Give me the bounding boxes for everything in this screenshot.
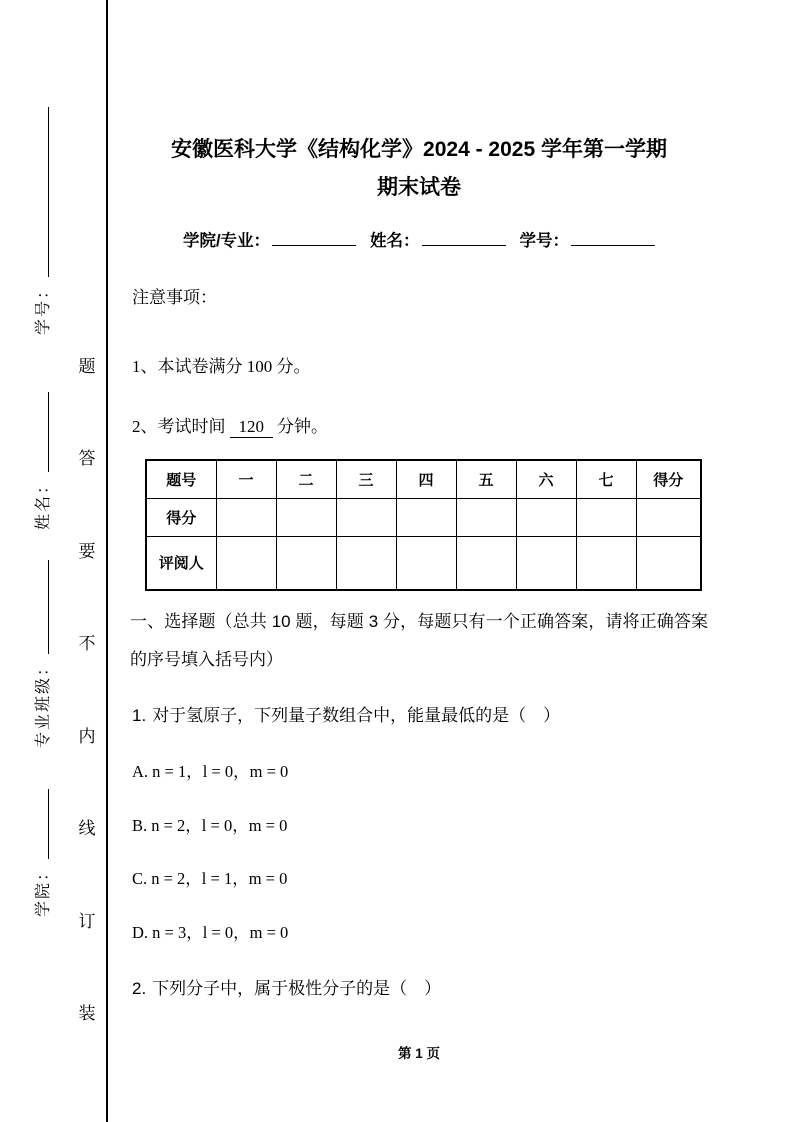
name-label: 姓名： [35,475,52,530]
exam-title-line1: 安徽医科大学《结构化学》2024 - 2025 学年第一学期 [171,138,667,161]
exam-title-line2: 期末试卷 [377,176,461,199]
score-cell [216,498,276,536]
score-cell [516,498,576,536]
score-row [146,498,701,536]
margin-field-major-class [31,558,53,748]
score-row-label: 得分 [146,498,216,536]
binding-char: 不 [78,634,96,654]
binding-char: 要 [78,541,96,561]
college-blank [39,789,49,859]
col-header-4: 四 [396,460,456,498]
name-field-label: 姓名： [370,232,420,250]
margin-field-student-id [31,105,53,335]
question-1-option-b: B. n = 2，l = 0，m = 0 [132,816,288,835]
id-field-label: 学号： [519,232,570,250]
notice-item-2-prefix: 2、考试时间 [132,417,226,436]
reviewer-cell [516,536,576,590]
college-label: 学院： [35,862,52,917]
notice-heading: 注意事项： [132,288,217,307]
col-header-score: 得分 [636,460,701,498]
col-header-2: 二 [276,460,336,498]
reviewer-cell [336,536,396,590]
binding-char: 答 [78,449,96,469]
id-field-blank [571,230,655,246]
margin-field-college [31,787,53,917]
dept-label: 学院/专业： [182,232,271,250]
question-2-number: 2. [132,979,147,998]
score-cell [336,498,396,536]
notice-item-2 [132,412,328,438]
reviewer-cell [576,536,636,590]
binding-divider-line [106,0,108,1122]
reviewer-row-label: 评阅人 [146,536,216,590]
col-header-question-no: 题号 [146,460,216,498]
col-header-5: 五 [456,460,516,498]
score-cell [576,498,636,536]
score-table-header-row [146,460,701,498]
question-2-text: 下列分子中，属于极性分子的是（ ） [152,979,442,998]
exam-duration-value: 120 [230,417,274,438]
exam-content [130,0,708,1122]
col-header-6: 六 [516,460,576,498]
reviewer-cell [636,536,701,590]
notice-item-2-suffix: 分钟。 [277,417,328,436]
binding-char: 订 [78,911,96,931]
question-1-text: 对于氢原子，下列量子数组合中，能量最低的是（ ） [152,706,561,725]
reviewer-cell [396,536,456,590]
col-header-1: 一 [216,460,276,498]
score-cell [636,498,701,536]
name-field-blank [422,230,506,246]
score-cell [456,498,516,536]
student-id-label: 学号： [35,280,52,335]
score-cell [396,498,456,536]
question-2 [132,974,441,999]
dept-blank [272,230,356,246]
score-cell [276,498,336,536]
name-blank [39,392,49,472]
score-table [145,459,702,591]
binding-char: 内 [78,726,96,746]
question-1-option-c: C. n = 2，l = 1，m = 0 [132,869,288,888]
notice-item-1: 1、本试卷满分 100 分。 [132,357,311,376]
student-info-line [130,227,708,251]
col-header-3: 三 [336,460,396,498]
question-1-option-a: A. n = 1，l = 0，m = 0 [132,762,289,781]
reviewer-cell [456,536,516,590]
question-1 [132,701,560,726]
margin-field-name [31,390,53,530]
page-number: 第 1 页 [397,1046,440,1061]
reviewer-cell [216,536,276,590]
binding-char: 装 [78,1003,96,1023]
reviewer-row [146,536,701,590]
major-class-blank [39,560,49,654]
binding-char: 线 [78,819,96,839]
major-class-label: 专业班级： [35,657,52,748]
question-1-number: 1. [132,706,147,725]
section1-heading: 一、选择题（总共 10 题，每题 3 分，每题只有一个正确答案，请将正确答案的序号填入括号内） [130,612,708,669]
student-id-blank [39,107,49,277]
question-1-option-d: D. n = 3，l = 0，m = 0 [132,923,289,942]
binding-instruction-column [76,352,98,1024]
binding-char: 题 [78,357,96,376]
reviewer-cell [276,536,336,590]
col-header-7: 七 [576,460,636,498]
